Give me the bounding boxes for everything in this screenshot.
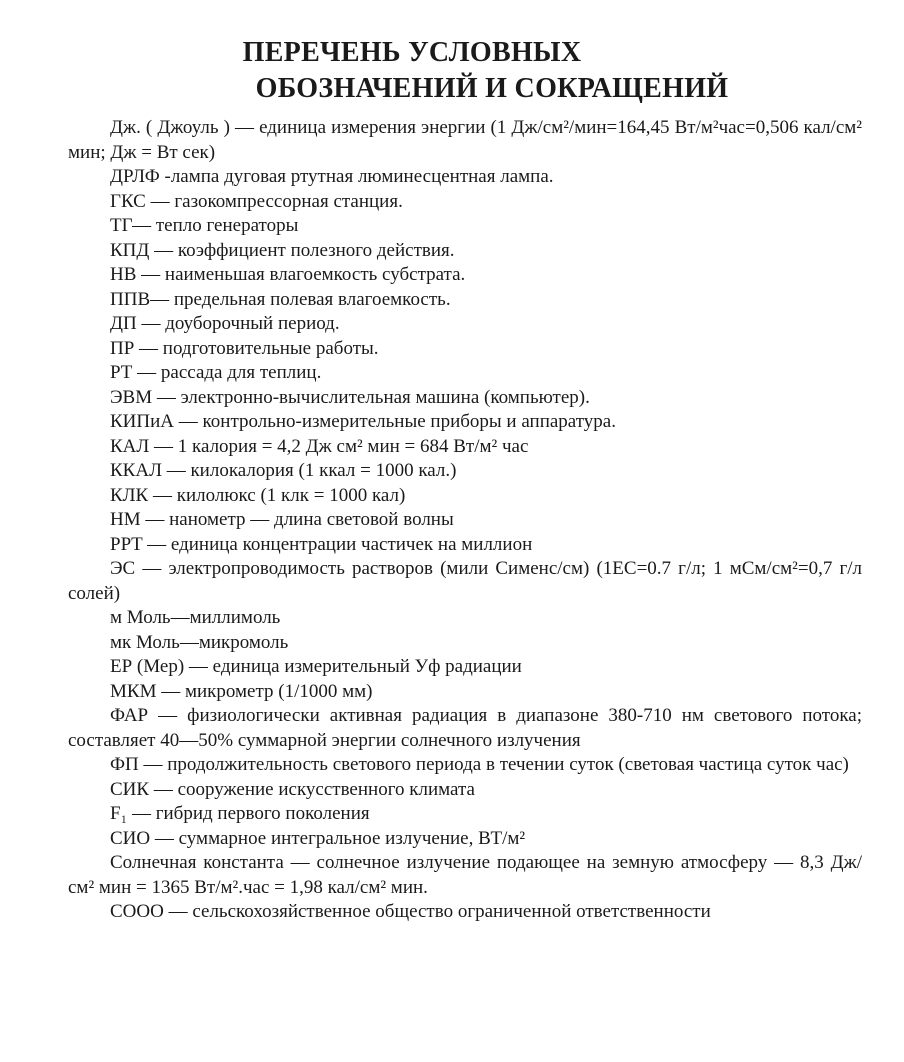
abbreviation-definition: -лампа дуговая ртутная люминесцентная лампа. bbox=[159, 166, 554, 187]
abbreviation-term: МКМ bbox=[110, 680, 157, 702]
abbreviation-entry bbox=[68, 802, 862, 827]
abbreviation-entry bbox=[68, 631, 862, 656]
title-line-2: ОБОЗНАЧЕНИЙ И СОКРАЩЕНИЙ bbox=[255, 72, 729, 104]
abbreviation-term: F₁ bbox=[110, 803, 128, 824]
abbreviation-term: ФАР bbox=[110, 705, 149, 726]
abbreviation-definition: — единица концентрации частичек на миллион bbox=[142, 533, 533, 555]
abbreviation-definition: — наименьшая влагоемкость субстрата. bbox=[136, 264, 466, 285]
abbreviation-entry bbox=[68, 337, 862, 362]
abbreviation-definition: — коэффициент полезного действия. bbox=[149, 239, 455, 261]
abbreviation-definition: — нанометр — длина световой волны bbox=[140, 509, 454, 530]
abbreviation-definition: — контрольно-измерительные приборы и аппаратура. bbox=[174, 411, 616, 432]
abbreviation-term: КАЛ bbox=[110, 435, 150, 457]
abbreviation-entry bbox=[68, 753, 862, 778]
abbreviation-definition: — сельскохозяйственное общество ограниченной ответственности bbox=[163, 901, 711, 922]
abbreviation-term: ПР bbox=[110, 337, 135, 359]
abbreviation-entry bbox=[68, 165, 862, 190]
abbreviation-term: КПД bbox=[110, 239, 150, 261]
abbreviation-definition: — единица измерения энергии (1 Дж/см²/мин=164,45 Вт/м²час=0,506 кал/см² мин; Дж = Вт сек) bbox=[68, 117, 867, 163]
abbreviation-entry bbox=[68, 533, 862, 558]
abbreviation-term: СООО bbox=[110, 901, 164, 922]
abbreviation-entry bbox=[68, 606, 862, 631]
abbreviation-entry bbox=[68, 484, 862, 509]
abbreviation-entry bbox=[68, 827, 862, 852]
abbreviation-definition: — подготовительные работы. bbox=[134, 337, 379, 359]
abbreviation-term: ДРЛФ bbox=[110, 166, 160, 187]
abbreviation-definition: — рассада для теплиц. bbox=[132, 362, 322, 383]
abbreviation-definition: — 1 калория = 4,2 Дж см² мин = 684 Вт/м² час bbox=[149, 435, 529, 457]
abbreviation-term: НМ bbox=[110, 509, 141, 530]
abbreviation-entry bbox=[68, 557, 867, 606]
abbreviation-definition: — предельная полевая влагоемкость. bbox=[150, 288, 451, 310]
abbreviation-term: ППВ bbox=[110, 288, 151, 310]
abbreviation-entry bbox=[68, 655, 862, 680]
abbreviation-term: мк Моль bbox=[110, 631, 180, 653]
abbreviation-entry bbox=[68, 508, 862, 533]
abbreviation-entry bbox=[68, 214, 862, 239]
abbreviation-entry bbox=[68, 190, 862, 215]
abbreviation-term: НВ bbox=[110, 264, 137, 285]
abbreviation-term: ТГ bbox=[110, 215, 133, 236]
abbreviation-term: СИК bbox=[110, 778, 150, 800]
abbreviation-definition: — газокомпрессорная станция. bbox=[145, 190, 403, 212]
abbreviation-term: м Моль bbox=[110, 607, 171, 628]
abbreviation-term: Солнечная константа bbox=[110, 852, 284, 873]
abbreviation-entry bbox=[68, 263, 862, 288]
abbreviation-entry bbox=[68, 116, 867, 165]
abbreviation-definition: — сооружение искусственного климата bbox=[149, 778, 475, 800]
abbreviation-entry bbox=[68, 680, 862, 705]
abbreviation-entry bbox=[68, 312, 862, 337]
abbreviation-entry bbox=[68, 386, 862, 411]
abbreviation-entry bbox=[68, 851, 862, 900]
abbreviation-entry bbox=[68, 778, 862, 803]
abbreviation-definition: — килолюкс (1 клк = 1000 кал) bbox=[148, 484, 406, 506]
abbreviation-definition: — электронно-вычислительная машина (компьютер). bbox=[152, 386, 590, 408]
abbreviation-term: ДП bbox=[110, 313, 137, 334]
abbreviation-definition: — электропроводимость растворов (мили Сименс/см) (1ЕС=0.7 г/л; 1 мСм/см²=0,7 г/л солей) bbox=[68, 558, 867, 604]
abbreviation-term: PPT bbox=[110, 533, 143, 555]
abbreviation-entry bbox=[68, 410, 862, 435]
title-line-1: ПЕРЕЧЕНЬ УСЛОВНЫХ bbox=[242, 36, 582, 68]
abbreviation-definition: — тепло генераторы bbox=[132, 215, 299, 236]
abbreviation-definition: — гибрид первого поколения bbox=[127, 803, 370, 824]
abbreviation-entry bbox=[68, 435, 862, 460]
abbreviation-entry bbox=[68, 459, 862, 484]
abbreviation-term: КЛК bbox=[110, 484, 149, 506]
abbreviation-definition: — единица измерительный Уф радиации bbox=[184, 656, 522, 677]
abbreviation-term: РТ bbox=[110, 362, 133, 383]
abbreviation-list bbox=[68, 116, 867, 925]
abbreviation-definition: —миллимоль bbox=[170, 607, 281, 628]
abbreviation-definition: — килокалория (1 ккал = 1000 кал.) bbox=[161, 460, 457, 481]
abbreviation-term: Дж. ( Джоуль ) bbox=[110, 117, 230, 138]
abbreviation-term: ЕР (Мер) bbox=[110, 656, 185, 677]
abbreviation-entry bbox=[68, 288, 862, 313]
abbreviation-definition: — продолжительность светового периода в течении суток (световая частица суток час) bbox=[138, 754, 849, 775]
abbreviation-term: ГКС bbox=[110, 190, 146, 212]
abbreviation-entry bbox=[68, 900, 862, 925]
abbreviation-term: ФП bbox=[110, 754, 139, 775]
abbreviation-definition: — физиологически активная радиация в диапазоне 380-710 нм светового потока; составляет 40—50% суммарной энергии солнечного излучения bbox=[68, 705, 867, 751]
abbreviation-term: ЭВМ bbox=[110, 386, 153, 408]
abbreviation-term: СИО bbox=[110, 827, 151, 849]
abbreviation-term: ЭС bbox=[110, 558, 136, 579]
page-title bbox=[0, 35, 904, 107]
abbreviation-term: КИПиА bbox=[110, 411, 175, 432]
abbreviation-entry bbox=[68, 239, 862, 264]
abbreviation-definition: — микрометр (1/1000 мм) bbox=[156, 680, 373, 702]
abbreviation-definition: — доуборочный период. bbox=[136, 313, 340, 334]
abbreviation-term: ККАЛ bbox=[110, 460, 162, 481]
abbreviation-definition: — суммарное интегральное излучение, ВТ/м² bbox=[150, 827, 526, 849]
abbreviation-definition: — солнечное излучение подающее на земную атмосферу — 8,3 Дж/см² мин = 1365 Вт/м².час = 1,98 кал/см² мин. bbox=[68, 852, 862, 898]
abbreviation-definition: —микромоль bbox=[179, 631, 289, 653]
abbreviation-entry bbox=[68, 361, 862, 386]
abbreviation-entry bbox=[68, 704, 867, 753]
